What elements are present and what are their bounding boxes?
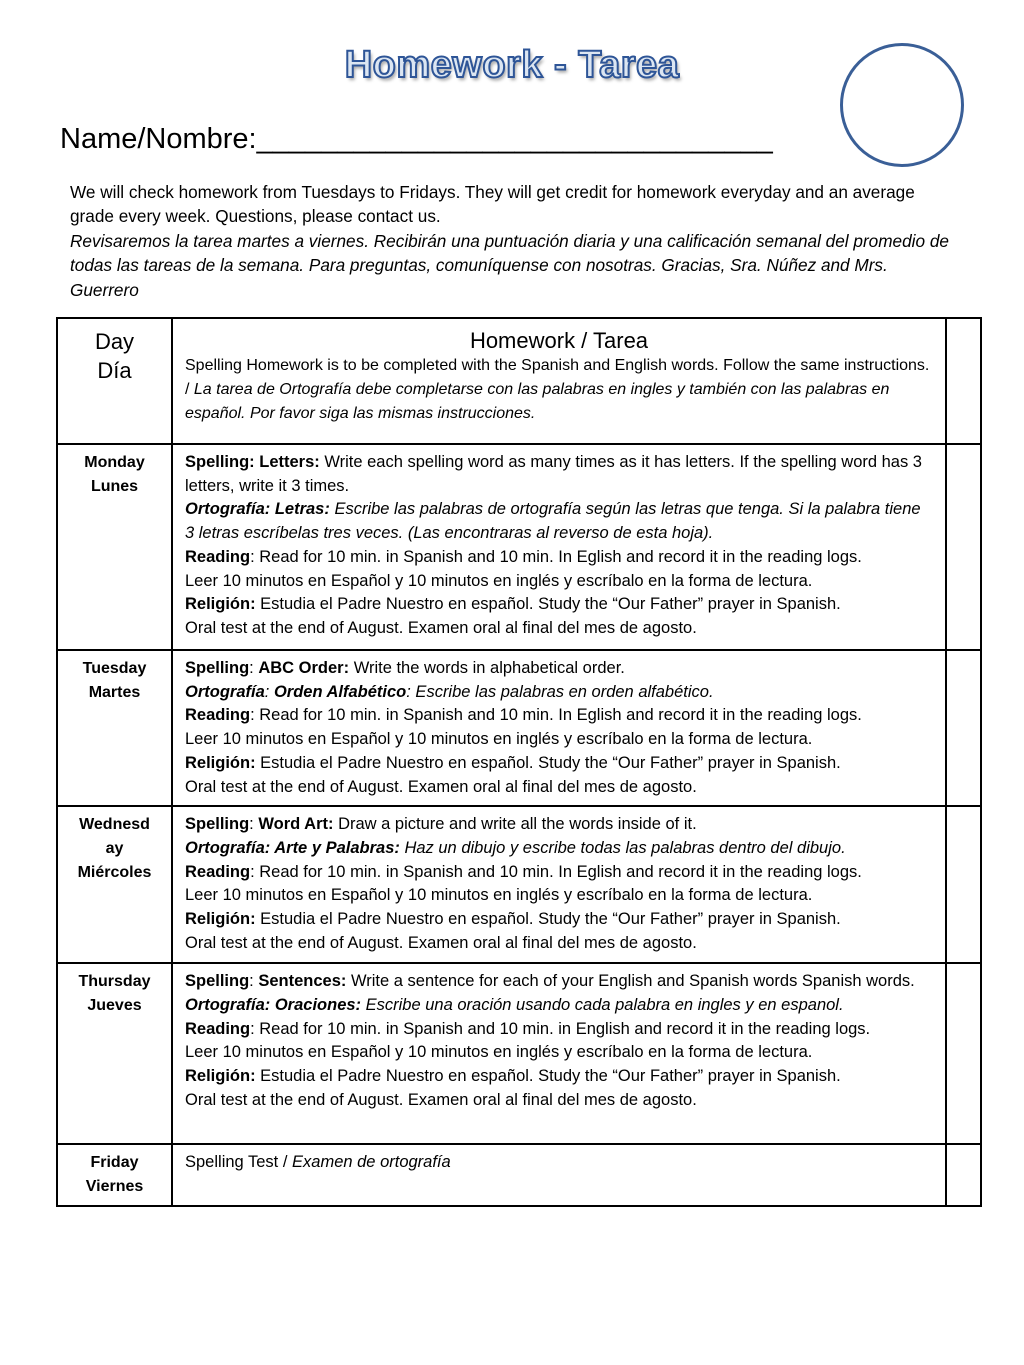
reading-text: : Read for 10 min. in Spanish and 10 min. In Eglish and record it in the reading logs. — [250, 706, 862, 725]
religion-text: Estudia el Padre Nuestro en español. Study the “Our Father” prayer in Spanish. — [255, 1067, 841, 1086]
homework-cell — [172, 806, 946, 963]
day-en: Thursday — [78, 973, 151, 991]
day-en: Friday — [90, 1154, 139, 1172]
spelling-label: Spelling — [185, 972, 250, 991]
spelling-label-2: Word Art: — [258, 815, 334, 834]
grade-circle — [840, 43, 964, 167]
day-es: Martes — [88, 684, 141, 701]
orto-label: Ortografía — [185, 682, 265, 701]
header-note-en: Spelling Homework is to be completed with the Spanish and English words. Follow the same instructions. / — [185, 357, 930, 398]
test-en: Spelling Test / — [185, 1153, 293, 1172]
religion-text: Estudia el Padre Nuestro en español. Study the “Our Father” prayer in Spanish. — [255, 753, 841, 772]
test-es: Examen de ortografía — [292, 1153, 451, 1172]
check-cell[interactable] — [946, 806, 981, 963]
reading-label: Reading — [185, 547, 251, 566]
religion-text: Estudia el Padre Nuestro en español. Study the “Our Father” prayer in Spanish. — [255, 910, 841, 929]
religion-label: Religión: — [185, 595, 256, 614]
orto-label: Ortografía: Letras: — [185, 500, 330, 519]
table-row — [57, 1144, 981, 1206]
orto-text: : Escribe las palabras en orden alfabético. — [406, 682, 714, 701]
spelling-text: Draw a picture and write all the words inside of it. — [333, 815, 697, 834]
homework-cell — [172, 650, 946, 806]
spelling-label-2: Sentences: — [258, 972, 347, 991]
reading-text: : Read for 10 min. in Spanish and 10 min. In Eglish and record it in the reading logs. — [250, 547, 862, 566]
header-day — [57, 318, 172, 444]
oral-text: Oral test at the end of August. Examen oral al final del mes de agosto. — [185, 1090, 697, 1109]
name-field[interactable]: Name/Nombre:________________________________ — [60, 123, 773, 155]
religion-text: Estudia el Padre Nuestro en español. Study the “Our Father” prayer in Spanish. — [255, 595, 841, 614]
header-day-es: Día — [97, 358, 132, 383]
page-title: Homework - Tarea — [344, 44, 680, 86]
reading-label: Reading — [185, 706, 251, 725]
table-row — [57, 963, 981, 1144]
orto-label: Ortografía: Arte y Palabras: — [185, 838, 400, 857]
check-cell[interactable] — [946, 444, 981, 650]
oral-text: Oral test at the end of August. Examen oral al final del mes de agosto. — [185, 933, 697, 952]
oral-text: Oral test at the end of August. Examen oral al final del mes de agosto. — [185, 777, 697, 796]
table-row — [57, 806, 981, 963]
day-cell — [57, 444, 172, 650]
oral-text: Oral test at the end of August. Examen oral al final del mes de agosto. — [185, 618, 697, 637]
spelling-colon: : — [249, 815, 259, 834]
religion-label: Religión: — [185, 1067, 256, 1086]
homework-table — [56, 317, 982, 1207]
religion-label: Religión: — [185, 753, 256, 772]
table-row — [57, 650, 981, 806]
header-note-es: La tarea de Ortografía debe completarse con las palabras en ingles y también con las palabras en español. Por favor siga las mismas instrucciones. — [185, 381, 890, 422]
intro-spanish: Revisaremos la tarea martes a viernes. Recibirán una puntuación diaria y una calificación semanal del promedio de todas las tareas de la semana. Para preguntas, comuníquense con nosotras. Gracias, Sra. Núñez and Mrs. Guerrero — [70, 230, 949, 300]
day-cell — [57, 1144, 172, 1206]
leer-text: Leer 10 minutos en Español y 10 minutos en inglés y escríbalo en la forma de lectura. — [185, 886, 813, 905]
spelling-text: Write each spelling word as many times as it has letters. If the spelling word has 3 letters, write it 3 times. — [185, 453, 922, 495]
leer-text: Leer 10 minutos en Español y 10 minutos en inglés y escríbalo en la forma de lectura. — [185, 571, 813, 590]
spelling-label-2: ABC Order: — [258, 659, 350, 677]
orto-colon: : — [264, 682, 274, 701]
orto-label-2: Orden Alfabético — [273, 682, 407, 701]
spelling-text: Write the words in alphabetical order. — [349, 659, 625, 677]
orto-label: Ortografía: Oraciones: — [185, 995, 362, 1014]
spelling-text: Write a sentence for each of your English and Spanish words Spanish words. — [346, 972, 915, 991]
homework-cell — [172, 444, 946, 650]
homework-cell — [172, 1144, 946, 1206]
spelling-label: Spelling — [185, 659, 250, 677]
day-cell — [57, 806, 172, 963]
day-es: Miércoles — [77, 864, 152, 882]
religion-label: Religión: — [185, 910, 256, 929]
day-cell — [57, 963, 172, 1144]
check-cell[interactable] — [946, 650, 981, 806]
header-day-en: Day — [94, 329, 135, 354]
reading-text: : Read for 10 min. in Spanish and 10 min. In Eglish and record it in the reading logs. — [250, 862, 862, 881]
reading-label: Reading — [185, 862, 251, 881]
leer-text: Leer 10 minutos en Español y 10 minutos en inglés y escríbalo en la forma de lectura. — [185, 730, 813, 749]
orto-text: Haz un dibujo y escribe todas las palabras dentro del dibujo. — [399, 838, 846, 857]
table-header-row — [57, 318, 981, 444]
intro-text — [70, 180, 950, 302]
reading-text: : Read for 10 min. in Spanish and 10 min. in English and record it in the reading logs. — [250, 1019, 871, 1038]
leer-text: Leer 10 minutos en Español y 10 minutos en inglés y escríbalo en la forma de lectura. — [185, 1043, 813, 1062]
day-en: Wednesd ay — [79, 816, 150, 858]
header-homework — [172, 318, 946, 444]
spelling-label: Spelling: Letters: — [185, 453, 320, 471]
spelling-colon: : — [249, 659, 259, 677]
check-cell[interactable] — [946, 963, 981, 1144]
reading-label: Reading — [185, 1019, 251, 1038]
day-cell — [57, 650, 172, 806]
orto-text: Escribe una oración usando cada palabra en ingles y en espanol. — [361, 995, 844, 1014]
intro-english: We will check homework from Tuesdays to Fridays. They will get credit for homework everyday and an average grade every week. Questions, please contact us. — [70, 182, 915, 227]
orto-text: Escribe las palabras de ortografía según las letras que tenga. Si la palabra tiene 3 letras escríbelas tres veces. (Las encontraras al reverso de esta hoja). — [185, 500, 921, 543]
homework-cell — [172, 963, 946, 1144]
check-cell[interactable] — [946, 318, 981, 444]
day-es: Lunes — [90, 478, 139, 495]
day-es: Jueves — [87, 997, 142, 1015]
spelling-colon: : — [249, 972, 259, 991]
day-es: Viernes — [85, 1178, 144, 1196]
day-en: Monday — [84, 454, 145, 471]
spelling-label: Spelling — [185, 815, 250, 834]
day-en: Tuesday — [82, 660, 147, 677]
check-cell[interactable] — [946, 1144, 981, 1206]
header-homework-note — [185, 354, 933, 426]
table-row — [57, 444, 981, 650]
header-homework-title: Homework / Tarea — [469, 328, 649, 353]
